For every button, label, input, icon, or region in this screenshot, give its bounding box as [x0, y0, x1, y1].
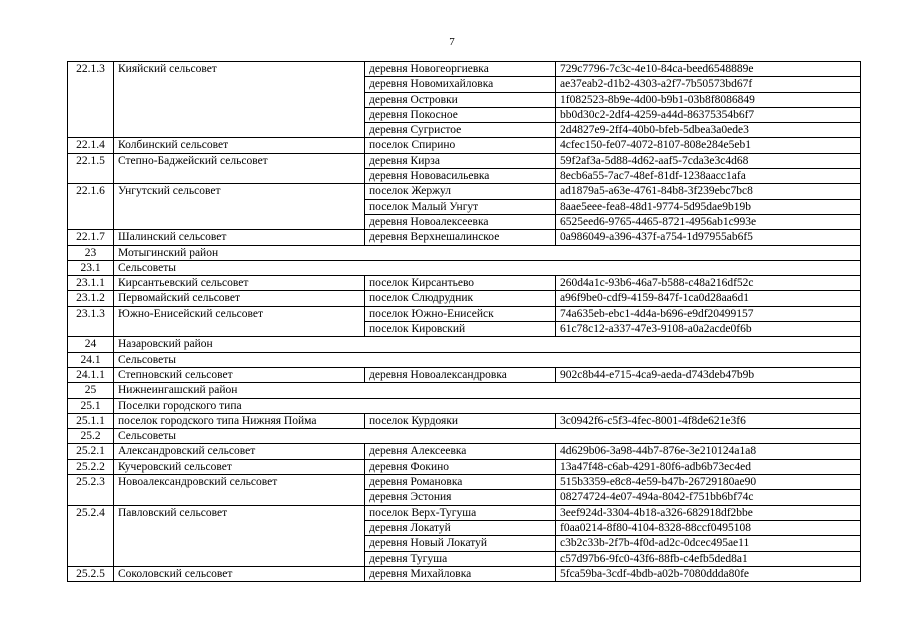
settlement-name: деревня Михайловка: [365, 566, 556, 581]
settlement-name: деревня Новоалексеевка: [365, 214, 556, 229]
table-row: [68, 413, 861, 428]
section-title: Поселки городского типа: [114, 398, 861, 413]
settlement-name: деревня Новый Локатуй: [365, 536, 556, 551]
entry-code: 25.2.2: [68, 459, 114, 474]
section-code: 24.1: [68, 352, 114, 367]
settlement-name: деревня Локатуй: [365, 520, 556, 535]
table-row: [68, 306, 861, 321]
table-row: [68, 566, 861, 581]
settlement-guid: c3b2c33b-2f7b-4f0d-ad2c-0dcec495ae11: [556, 536, 861, 551]
settlement-guid: 08274724-4e07-494a-8042-f751bb6bf74c: [556, 490, 861, 505]
settlement-guid: 8aae5eee-fea8-48d1-9774-5d95dae9b19b: [556, 199, 861, 214]
entry-code: 22.1.4: [68, 138, 114, 153]
section-title: Назаровский район: [114, 337, 861, 352]
section-title: Мотыгинский район: [114, 245, 861, 260]
section-row: [68, 383, 861, 398]
municipality-name: Павловский сельсовет: [114, 505, 365, 566]
settlement-name: деревня Нововасильевка: [365, 169, 556, 184]
section-row: [68, 245, 861, 260]
entry-code: 22.1.7: [68, 230, 114, 245]
settlement-name: поселок Малый Унгут: [365, 199, 556, 214]
table-row: [68, 276, 861, 291]
section-row: [68, 260, 861, 275]
settlement-name: поселок Кировский: [365, 322, 556, 337]
municipality-name: Новоалександровский сельсовет: [114, 475, 365, 506]
settlement-guid: a96f9be0-cdf9-4159-847f-1ca0d28aa6d1: [556, 291, 861, 306]
municipality-name: Шалинский сельсовет: [114, 230, 365, 245]
table-row: [68, 230, 861, 245]
municipality-name: Соколовский сельсовет: [114, 566, 365, 581]
entry-code: 25.2.5: [68, 566, 114, 581]
settlement-name: деревня Эстония: [365, 490, 556, 505]
section-row: [68, 352, 861, 367]
section-code: 23.1: [68, 260, 114, 275]
settlement-name: деревня Алексеевка: [365, 444, 556, 459]
table-row: [68, 153, 861, 168]
section-code: 23: [68, 245, 114, 260]
section-code: 25.1: [68, 398, 114, 413]
entry-code: 23.1.3: [68, 306, 114, 337]
settlement-name: деревня Покосное: [365, 107, 556, 122]
table-row: [68, 459, 861, 474]
settlement-guid: 3c0942f6-c5f3-4fec-8001-4f8de621e3f6: [556, 413, 861, 428]
settlement-guid: 59f2af3a-5d88-4d62-aaf5-7cda3e3c4d68: [556, 153, 861, 168]
settlement-name: деревня Тугуша: [365, 551, 556, 566]
settlement-guid: 0a986049-a396-437f-a754-1d97955ab6f5: [556, 230, 861, 245]
settlement-guid: ae37eab2-d1b2-4303-a2f7-7b50573bd67f: [556, 77, 861, 92]
settlement-name: деревня Романовка: [365, 475, 556, 490]
entry-code: 23.1.2: [68, 291, 114, 306]
settlement-name: деревня Новоалександровка: [365, 367, 556, 382]
settlement-guid: 515b3359-e8c8-4e59-b47b-26729180ae90: [556, 475, 861, 490]
section-code: 25.2: [68, 429, 114, 444]
municipality-name: Кияйский сельсовет: [114, 62, 365, 138]
settlement-name: поселок Южно-Енисейск: [365, 306, 556, 321]
settlement-guid: bb0d30c2-2df4-4259-a44d-86375354b6f7: [556, 107, 861, 122]
entry-code: 24.1.1: [68, 367, 114, 382]
settlement-guid: 13a47f48-c6ab-4291-80f6-adb6b73ec4ed: [556, 459, 861, 474]
municipality-name: Кучеровский сельсовет: [114, 459, 365, 474]
settlements-table-body: [68, 62, 861, 582]
settlements-table: [67, 61, 861, 582]
municipality-name: Южно-Енисейский сельсовет: [114, 306, 365, 337]
table-row: [68, 444, 861, 459]
section-title: Сельсоветы: [114, 260, 861, 275]
table-row: [68, 367, 861, 382]
settlement-name: поселок Жержул: [365, 184, 556, 199]
settlement-name: деревня Новомихайловка: [365, 77, 556, 92]
municipality-name: Александровский сельсовет: [114, 444, 365, 459]
settlement-name: деревня Новогеоргиевка: [365, 62, 556, 77]
settlement-guid: 8ecb6a55-7ac7-48ef-81df-1238aacc1afa: [556, 169, 861, 184]
settlement-guid: 6525eed6-9765-4465-8721-4956ab1c993e: [556, 214, 861, 229]
section-title: Сельсоветы: [114, 352, 861, 367]
entry-code: 25.1.1: [68, 413, 114, 428]
settlement-guid: 3eef924d-3304-4b18-a326-682918df2bbe: [556, 505, 861, 520]
settlement-guid: c57d97b6-9fc0-43f6-88fb-c4efb5ded8a1: [556, 551, 861, 566]
municipality-name: Первомайский сельсовет: [114, 291, 365, 306]
table-row: [68, 475, 861, 490]
table-row: [68, 505, 861, 520]
settlement-name: поселок Слюдрудник: [365, 291, 556, 306]
settlement-name: поселок Кирсантьево: [365, 276, 556, 291]
settlement-guid: 2d4827e9-2ff4-40b0-bfeb-5dbea3a0ede3: [556, 123, 861, 138]
section-row: [68, 429, 861, 444]
municipality-name: Степновский сельсовет: [114, 367, 365, 382]
settlement-name: деревня Фокино: [365, 459, 556, 474]
entry-code: 23.1.1: [68, 276, 114, 291]
settlement-name: поселок Верх-Тугуша: [365, 505, 556, 520]
settlement-guid: 4d629b06-3a98-44b7-876e-3e210124a1a8: [556, 444, 861, 459]
settlement-guid: f0aa0214-8f80-4104-8328-88ccf0495108: [556, 520, 861, 535]
settlement-guid: 729c7796-7c3c-4e10-84ca-beed6548889e: [556, 62, 861, 77]
settlement-guid: ad1879a5-a63e-4761-84b8-3f239ebc7bc8: [556, 184, 861, 199]
settlement-name: деревня Кирза: [365, 153, 556, 168]
entry-code: 25.2.1: [68, 444, 114, 459]
settlement-guid: 74a635eb-ebc1-4d4a-b696-e9df20499157: [556, 306, 861, 321]
settlement-guid: 260d4a1c-93b6-46a7-b588-c48a216df52c: [556, 276, 861, 291]
entry-code: 22.1.6: [68, 184, 114, 230]
table-row: [68, 138, 861, 153]
table-row: [68, 291, 861, 306]
settlement-name: деревня Островки: [365, 92, 556, 107]
settlement-name: деревня Верхнешалинское: [365, 230, 556, 245]
section-title: Нижнеингашский район: [114, 383, 861, 398]
section-row: [68, 337, 861, 352]
municipality-name: поселок городского типа Нижняя Пойма: [114, 413, 365, 428]
settlement-guid: 61c78c12-a337-47e3-9108-a0a2acde0f6b: [556, 322, 861, 337]
entry-code: 22.1.5: [68, 153, 114, 184]
entry-code: 25.2.3: [68, 475, 114, 506]
settlement-guid: 4cfec150-fe07-4072-8107-808e284e5eb1: [556, 138, 861, 153]
settlement-guid: 5fca59ba-3cdf-4bdb-a02b-7080ddda80fe: [556, 566, 861, 581]
table-row: [68, 184, 861, 199]
settlement-name: поселок Курдояки: [365, 413, 556, 428]
section-row: [68, 398, 861, 413]
municipality-name: Кирсантьевский сельсовет: [114, 276, 365, 291]
page-number: 7: [449, 36, 455, 48]
municipality-name: Унгутский сельсовет: [114, 184, 365, 230]
entry-code: 22.1.3: [68, 62, 114, 138]
settlement-guid: 1f082523-8b9e-4d00-b9b1-03b8f8086849: [556, 92, 861, 107]
section-code: 25: [68, 383, 114, 398]
section-title: Сельсоветы: [114, 429, 861, 444]
municipality-name: Колбинский сельсовет: [114, 138, 365, 153]
table-row: [68, 62, 861, 77]
settlement-name: деревня Сугристое: [365, 123, 556, 138]
municipality-name: Степно-Баджейский сельсовет: [114, 153, 365, 184]
entry-code: 25.2.4: [68, 505, 114, 566]
settlement-guid: 902c8b44-e715-4ca9-aeda-d743deb47b9b: [556, 367, 861, 382]
settlement-name: поселок Спирино: [365, 138, 556, 153]
section-code: 24: [68, 337, 114, 352]
